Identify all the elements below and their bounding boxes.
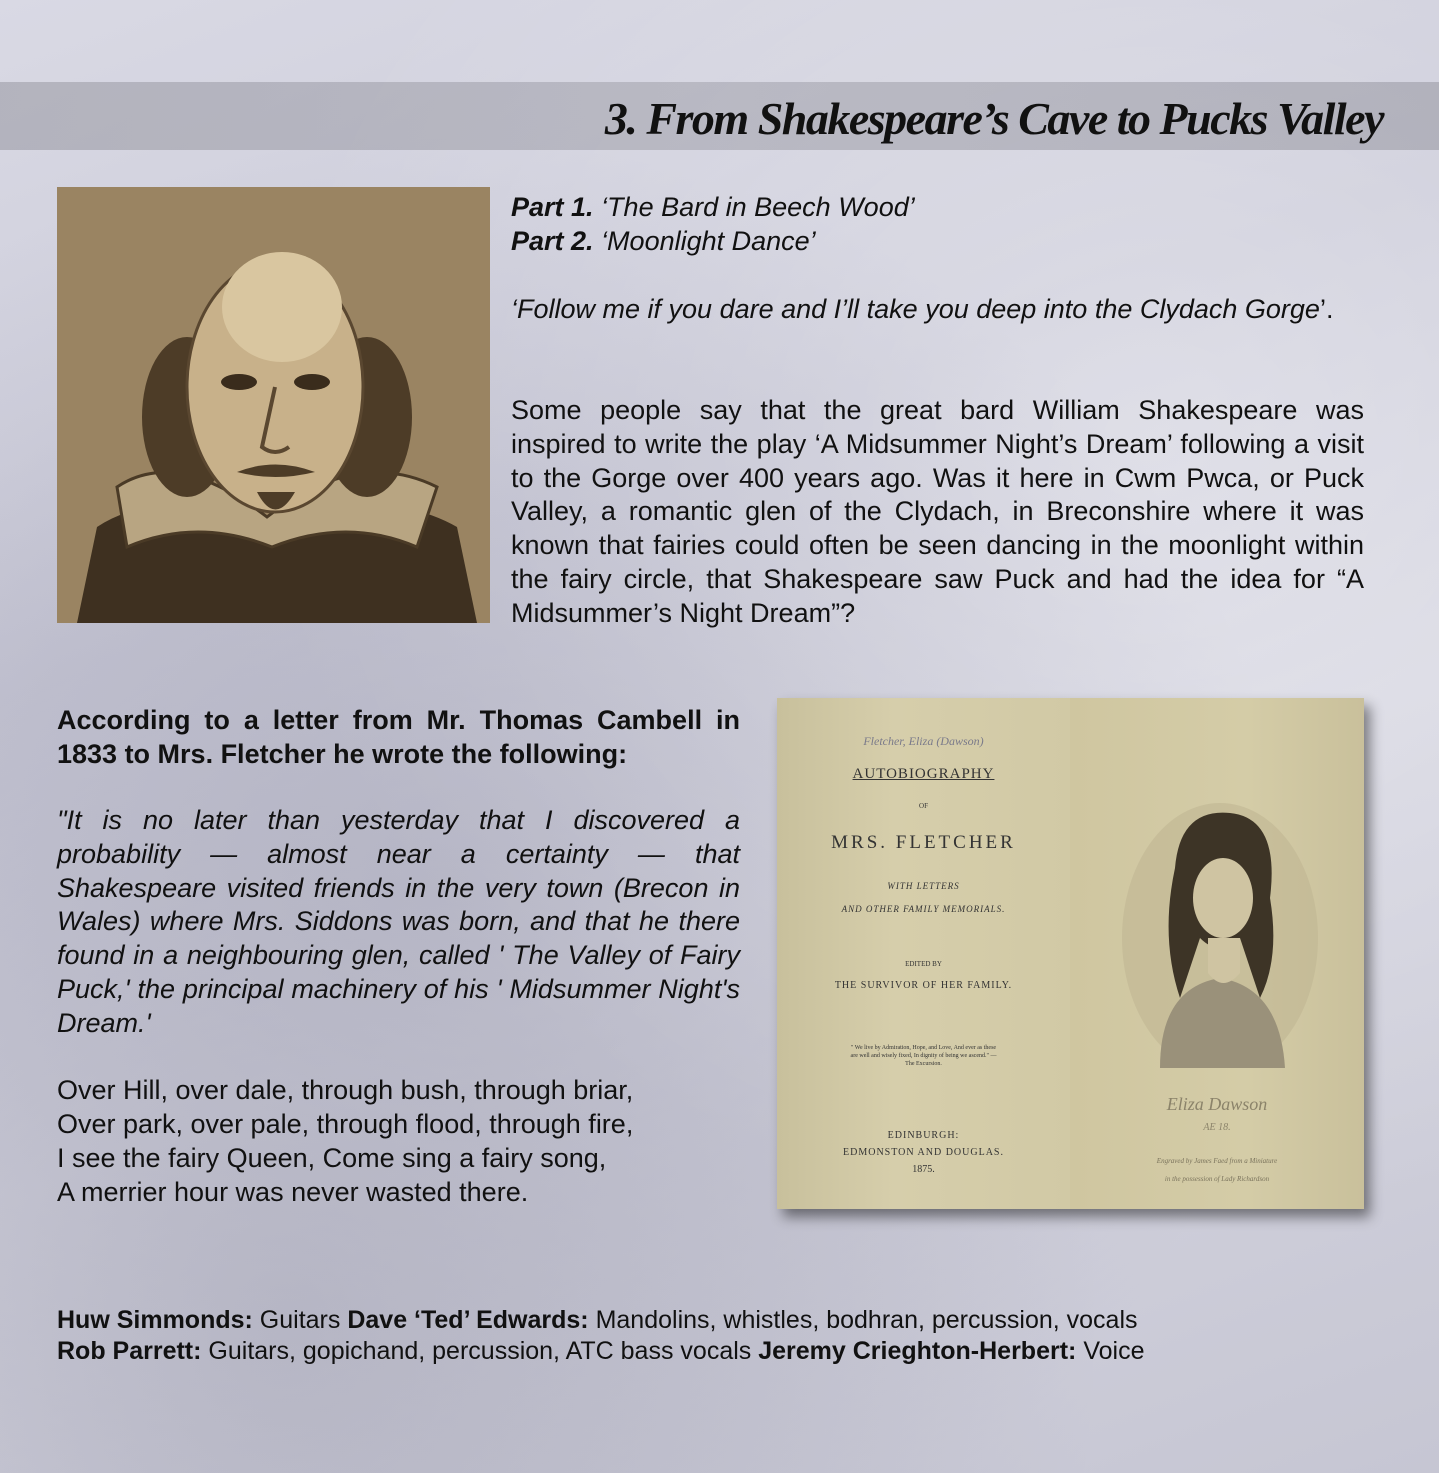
book-survivor: THE SURVIVOR OF HER FAMILY. bbox=[834, 980, 1013, 991]
book-autobiography: AUTOBIOGRAPHY bbox=[852, 766, 995, 782]
book-with-letters: WITH LETTERS bbox=[887, 881, 960, 891]
parts-list bbox=[511, 190, 1371, 258]
poem-line: Over park, over pale, through flood, through fire, bbox=[57, 1109, 634, 1139]
credits-line-2 bbox=[57, 1336, 1397, 1367]
portrait-caption-2: in the possession of Lady Richardson bbox=[1164, 1175, 1270, 1183]
part-2-label: Part 2. bbox=[511, 226, 594, 256]
letter-quote: "It is no later than yesterday that I discovered a probability — almost near a certainty — that Shakespeare visited friends in the very town (Brecon in Wales) where Mrs. Siddons was born, and that he there found in a neighbouring glen, called ' The Valley of Fairy Puck,' the principal machinery of his ' Midsummer Night's Dream.' bbox=[57, 805, 740, 1038]
credit-name: Dave ‘Ted’ Edwards: bbox=[347, 1306, 589, 1334]
part-1-title: ‘The Bard in Beech Wood’ bbox=[601, 192, 915, 222]
book-handwritten-note: Fletcher, Eliza (Dawson) bbox=[863, 734, 984, 748]
credit-role: Guitars, gopichand, percussion, ATC bass vocals bbox=[201, 1337, 759, 1365]
book-frontispiece bbox=[1070, 698, 1364, 1209]
credits bbox=[57, 1305, 1397, 1367]
book-image bbox=[777, 698, 1364, 1209]
book-title-page bbox=[777, 698, 1070, 1209]
credit-role: Voice bbox=[1076, 1337, 1145, 1365]
part-1 bbox=[511, 190, 1371, 224]
book-author-name: MRS. FLETCHER bbox=[831, 832, 1016, 853]
page-title: 3. From Shakespeare’s Cave to Pucks Valley bbox=[604, 93, 1383, 144]
book-publisher: EDMONSTON AND DOUGLAS. bbox=[843, 1147, 1004, 1158]
credit-name: Rob Parrett: bbox=[57, 1337, 202, 1365]
mrs-fletcher-portrait bbox=[1120, 788, 1320, 1068]
credit-role: Mandolins, whistles, bodhran, percussion, vocals bbox=[588, 1306, 1138, 1334]
poem bbox=[57, 1073, 747, 1209]
part-2-title: ‘Moonlight Dance’ bbox=[601, 226, 816, 256]
book-city: EDINBURGH: bbox=[887, 1130, 960, 1141]
book-edited-by: EDITED BY bbox=[905, 960, 942, 968]
book-motto: " We live by Admiration, Hope, and Love, And ever as these are well and wisely fixed, In dignity of being we ascend." — The Excursion. bbox=[850, 1045, 997, 1067]
portrait-caption-1: Engraved by James Faed from a Miniature bbox=[1156, 1157, 1278, 1165]
shakespeare-portrait bbox=[57, 187, 490, 623]
book-of: OF bbox=[919, 802, 928, 810]
book-year: 1875. bbox=[912, 1164, 935, 1175]
letter-heading: According to a letter from Mr. Thomas Cambell in 1833 to Mrs. Fletcher he wrote the following: bbox=[57, 705, 740, 769]
part-2 bbox=[511, 224, 1371, 258]
credits-line-1 bbox=[57, 1305, 1397, 1336]
part-1-label: Part 1. bbox=[511, 192, 594, 222]
intro-quote bbox=[511, 292, 1364, 326]
intro-paragraph: Some people say that the great bard William Shakespeare was inspired to write the play ‘A Midsummer Night’s Dream’ following a visit to the Gorge over 400 years ago. Was it here in Cwm Pwca, or Puck Valley, a romantic glen of the Clydach, in Breconshire where it was known that fairies could often be seen dancing in the moonlight within the fairy circle, that Shakespeare saw Puck and had the idea for “A Midsummer’s Night Dream”? bbox=[511, 395, 1364, 628]
intro-quote-text: ‘Follow me if you dare and I’ll take you deep into the Clydach Gorge bbox=[511, 294, 1320, 324]
credit-name: Huw Simmonds: bbox=[57, 1306, 253, 1334]
portrait-signature: Eliza Dawson bbox=[1166, 1094, 1268, 1114]
poem-line: I see the fairy Queen, Come sing a fairy song, bbox=[57, 1143, 607, 1173]
poem-line: A merrier hour was never wasted there. bbox=[57, 1177, 529, 1207]
book-family-memorials: AND OTHER FAMILY MEMORIALS. bbox=[841, 904, 1006, 914]
poem-line: Over Hill, over dale, through bush, through briar, bbox=[57, 1075, 634, 1105]
portrait-age: AE 18. bbox=[1203, 1122, 1231, 1133]
credit-name: Jeremy Crieghton-Herbert: bbox=[758, 1337, 1077, 1365]
intro-quote-tail: ’. bbox=[1319, 294, 1334, 324]
credit-role: Guitars bbox=[252, 1306, 348, 1334]
